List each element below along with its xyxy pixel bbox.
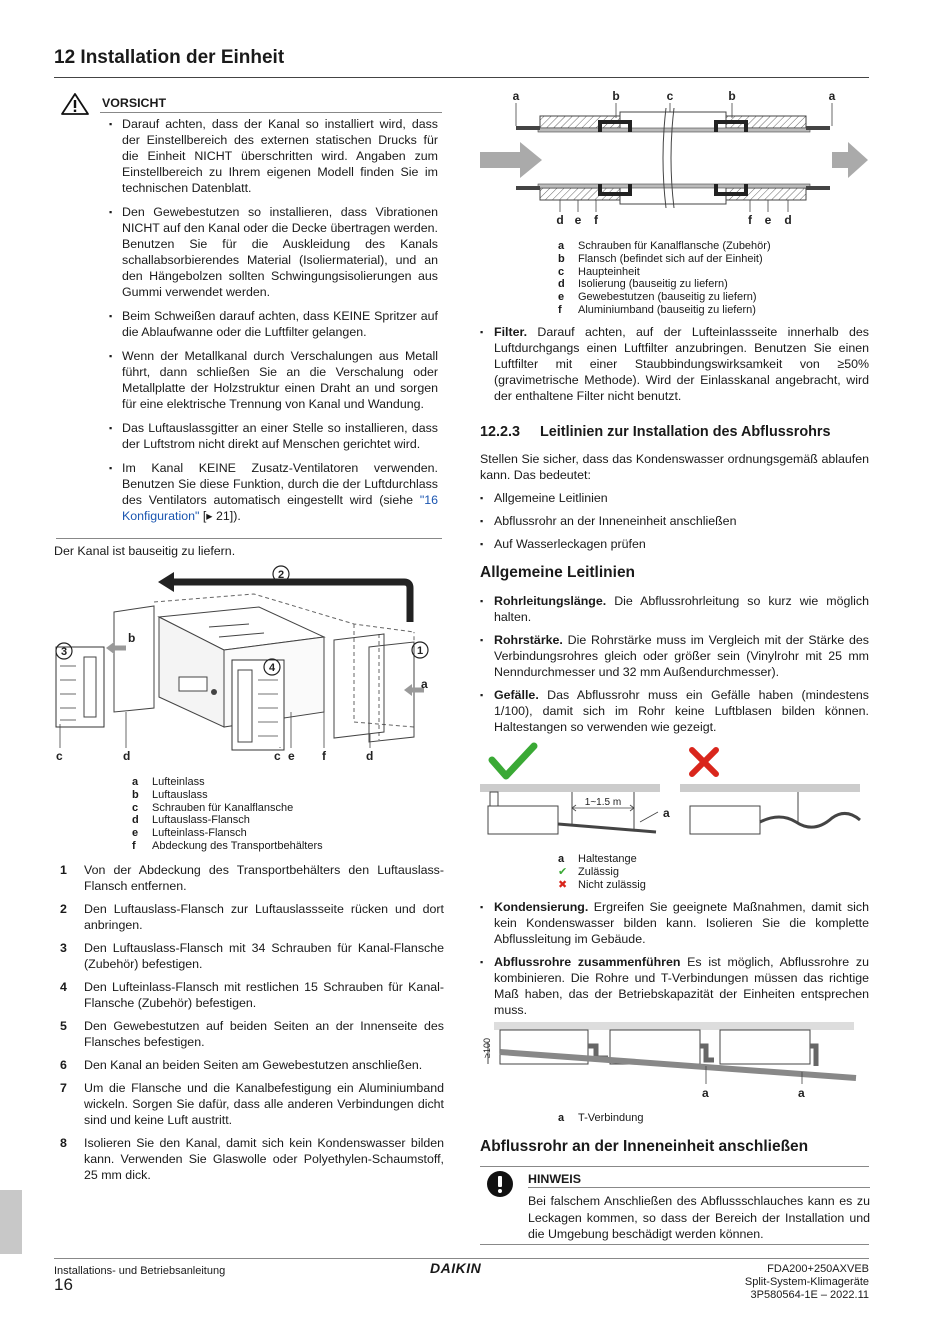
- legend-row: ✔ Zulässig: [558, 865, 619, 878]
- legend-row: a Schrauben für Kanalflansche (Zubehör): [558, 240, 771, 252]
- fig1-letter: d: [123, 749, 131, 763]
- fig1-letter: f: [322, 749, 326, 763]
- check-icon: [492, 746, 534, 776]
- fig3-legend: [558, 853, 646, 891]
- check-icon: ✔: [558, 865, 568, 878]
- legend-row: e Lufteinlass-Flansch: [132, 827, 247, 840]
- fig1-letter: b: [128, 631, 136, 645]
- fig1-number: 1: [416, 645, 424, 657]
- legend-row: ✖ Nicht zulässig: [558, 878, 646, 891]
- legend-row: a Haltestange: [558, 853, 637, 865]
- legend-row: f Abdeckung des Transportbehälters: [132, 839, 323, 852]
- fig2-letter: d: [556, 213, 564, 227]
- footer-doc-title: Installations- und Betriebsanleitung: [54, 1265, 226, 1277]
- caution-item: ▪ Beim Schweißen darauf achten, dass KEINE Spritzer auf die Ablaufwanne oder die Luftfilter gelangen.: [110, 308, 438, 340]
- more-item: ▪ Abflussrohre zusammenführen Es ist möglich, Abflussrohre zu kombinieren. Die Rohre und T-Verbindungen müssen das richtige Maß haben, das der Betriebskapazität der Einheiten entsprechen muss.: [480, 954, 869, 1018]
- chapter-rule: [54, 77, 869, 78]
- more-list: [480, 899, 869, 1025]
- caution-rule-bottom: [56, 538, 442, 539]
- fig1-legend: [132, 776, 323, 853]
- warning-triangle-icon: [60, 92, 90, 116]
- section-item: ▪ Abflussrohr an der Inneneinheit anschließen: [480, 513, 869, 529]
- caution-item: [110, 460, 438, 524]
- fig4-letter: a: [798, 1086, 805, 1100]
- cross-icon: [692, 750, 716, 774]
- fig2-legend: [558, 240, 771, 317]
- duct-note: Der Kanal ist bauseitig zu liefern.: [54, 544, 236, 558]
- caution-item: ▪ Den Gewebestutzen so installieren, dass Vibrationen NICHT auf den Kanal oder die Decke übertragen werden. Benutzen Sie für die Auskleidung des Kanals schallabsorbierendes Material (Isoliermaterial), und an den Hängebolzen sollten Schwingungsisolierungen aus Gummi verwendet werden.: [110, 204, 438, 300]
- legend-row: a T-Verbindung: [558, 1112, 644, 1124]
- notice-rule: [480, 1166, 869, 1167]
- fig1-letter: a: [421, 677, 428, 691]
- step-item: 5 Den Gewebestutzen auf beiden Seiten an der Innenseite des Flansches befestigen.: [60, 1019, 444, 1049]
- footer-model-info: FDA200+250AXVEB Split-System-Klimageräte 3P580564-1E – 2022.11: [744, 1263, 869, 1301]
- general-item: ▪ Gefälle. Das Abflussrohr muss ein Gefälle haben (mindestens 1/100), damit sich im Rohr keine Luftblasen bilden können. Haltestangen so verwenden wie gezeigt.: [480, 687, 869, 735]
- general-heading: Allgemeine Leitlinien: [480, 564, 636, 581]
- caution-item: ▪ Wenn der Metallkanal durch Verschalungen aus Metall führt, dann schließen Sie an die Verschalung oder Metallplatte der Holzstruktur einen Draht an und sorgen für eine elektrische Trennung von Kanal und Wandung.: [110, 348, 438, 412]
- legend-row: f Aluminiumband (bauseitig zu liefern): [558, 303, 756, 316]
- section-list: [480, 490, 869, 559]
- general-item: ▪ Rohrstärke. Die Rohrstärke muss im Vergleich mit der Stärke des Verbindungsrohres gleich oder größer sein (Vinylrohr mit 25 mm Nenndurchmesser und 32 mm Außendurchmesser).: [480, 632, 869, 680]
- legend-row: d Isolierung (bauseitig zu liefern): [558, 278, 728, 291]
- step-item: 4 Den Lufteinlass-Flansch mit restlichen 15 Schrauben für Kanal-Flansche (Zubehör) befestigen.: [60, 980, 444, 1010]
- fig2-letter: c: [666, 89, 674, 103]
- filter-list: [480, 324, 869, 411]
- footer-rule: [54, 1258, 869, 1259]
- fig1-letter: c: [274, 749, 281, 763]
- dimension-label: 1~1.5 m: [584, 797, 622, 808]
- caution-label: VORSICHT: [102, 96, 167, 110]
- fig1-number: 4: [268, 662, 276, 674]
- legend-row: b Flansch (befindet sich auf der Einheit): [558, 252, 763, 265]
- notice-label: HINWEIS: [528, 1172, 582, 1186]
- flange-section-figure: [480, 88, 870, 234]
- fig2-letter: f: [594, 213, 598, 227]
- section-heading: 12.2.3 Leitlinien zur Installation des Abflussrohrs: [480, 424, 831, 440]
- step-item: 8 Isolieren Sie den Kanal, damit sich kein Kondenswasser bilden kann. Verwenden Sie Glaswolle oder Polyethylen-Schaumstoff, 25 mm dick.: [60, 1136, 444, 1182]
- duct-installation-figure: [54, 562, 444, 772]
- configuration-link[interactable]: "16 Konfiguration": [122, 493, 438, 523]
- installation-steps: [60, 862, 444, 1190]
- notice-rule: [528, 1187, 870, 1188]
- side-tab: [0, 1190, 22, 1254]
- legend-row: c Haupteinheit: [558, 265, 640, 278]
- section-item: ▪ Auf Wasserleckagen prüfen: [480, 536, 869, 552]
- caution-item: ▪ Darauf achten, dass der Kanal so installiert wird, dass der Einstellbereich des externen statischen Drucks für die Einheit NICHT überschritten wird. Angaben zum Einstellbereich zu Ihrem eigenen Modell finden Sie im technischen Datenblatt.: [110, 116, 438, 196]
- caution-list: [110, 116, 438, 532]
- fig1-number: 3: [60, 646, 68, 658]
- legend-row: d Luftauslass-Flansch: [132, 814, 250, 827]
- fig2-letter: f: [748, 213, 752, 227]
- step-item: 6 Den Kanal an beiden Seiten am Gewebestutzen anschließen.: [60, 1058, 423, 1072]
- filter-item: ▪ Filter. Darauf achten, auf der Lufteinlassseite innerhalb des Luftdurchgangs einen Luftfilter anzubringen. Benutzen Sie einen Luftfilter mit einer Staubbindungswirksamkeit von ≥50% (gravimetrische Methode). Wird der Einlasskanal angebracht, wird der enthaltene Filter nicht benutzt.: [480, 324, 869, 404]
- fig1-letter: d: [366, 749, 374, 763]
- fig1-number: 2: [277, 569, 285, 581]
- legend-row: a Lufteinlass: [132, 776, 205, 788]
- section-item: ▪ Allgemeine Leitlinien: [480, 490, 869, 506]
- caution-item: ▪ Das Luftauslassgitter an einer Stelle so installieren, dass der Luftstrom nicht direkt auf Menschen gerichtet wird.: [110, 420, 438, 452]
- general-item: ▪ Rohrleitungslänge. Die Abflussrohrleitung so kurz wie möglich halten.: [480, 593, 869, 625]
- fig4-letter: a: [702, 1086, 709, 1100]
- chapter-title: 12 Installation der Einheit: [54, 47, 285, 68]
- legend-row: e Gewebestutzen (bauseitig zu liefern): [558, 291, 757, 304]
- caution-rule: [100, 112, 442, 113]
- fig4-legend: [558, 1112, 643, 1125]
- fig2-letter: a: [512, 89, 520, 103]
- fig2-letter: e: [764, 213, 772, 227]
- page-number: 16: [54, 1275, 73, 1294]
- fig2-letter: b: [728, 89, 736, 103]
- fig2-letter: d: [784, 213, 792, 227]
- connect-heading: Abflussrohr an der Inneneinheit anschließen: [480, 1138, 809, 1155]
- caution-item-ref: [▸ 21]).: [199, 509, 241, 523]
- more-item: ▪ Kondensierung. Ergreifen Sie geeignete Maßnahmen, damit sich kein Kondenswasser bilden kann. Isolieren Sie die komplette Abflussleitung im Gebäude.: [480, 899, 869, 947]
- step-item: 2 Den Luftauslass-Flansch zur Luftauslassseite rücken und dort anbringen.: [60, 902, 444, 932]
- notice-text: Bei falschem Anschließen des Abflussschlauches kann es zu Leckagen kommen, so dass der Bereich der Installation und die Umgebung beschädigt werden können.: [528, 1194, 870, 1241]
- fig2-letter: a: [828, 89, 836, 103]
- legend-row: b Luftauslass: [132, 788, 208, 801]
- fig1-letter: c: [56, 749, 63, 763]
- step-item: 3 Den Luftauslass-Flansch mit 34 Schrauben für Kanal-Flansche (Zubehör) befestigen.: [60, 941, 444, 971]
- legend-row: c Schrauben für Kanalflansche: [132, 801, 294, 814]
- fig3-letter: a: [663, 806, 670, 820]
- section-intro: Stellen Sie sicher, dass das Kondenswasser ordnungsgemäß ablaufen kann. Das bedeutet:: [480, 452, 869, 482]
- combined-drain-figure: [480, 1022, 870, 1104]
- step-item: 7 Um die Flansche und die Kanalbefestigung ein Aluminiumband wickeln. Sorgen Sie dafür, dass alle anderen Verbindungen dicht sind und keine Luft austritt.: [60, 1081, 444, 1127]
- general-list: [480, 593, 869, 742]
- notice-icon: [486, 1170, 514, 1198]
- fig2-letter: b: [612, 89, 620, 103]
- cross-icon: ✖: [558, 878, 568, 891]
- daikin-logo: DAIKIN: [430, 1260, 482, 1276]
- caution-item-text: Im Kanal KEINE Zusatz-Ventilatoren verwenden. Benutzen Sie diese Funktion, durch die der Luftdurchlass des Ventilators automatisch eingestellt wird (siehe: [122, 461, 438, 507]
- dimension-label: ≥100: [482, 1038, 492, 1058]
- drain-slope-figure: [480, 742, 870, 850]
- fig2-letter: e: [574, 213, 582, 227]
- notice-rule-bottom: [480, 1244, 869, 1245]
- step-item: 1 Von der Abdeckung des Transportbehälters den Luftauslass-Flansch entfernen.: [60, 863, 444, 893]
- fig1-letter: e: [288, 749, 295, 763]
